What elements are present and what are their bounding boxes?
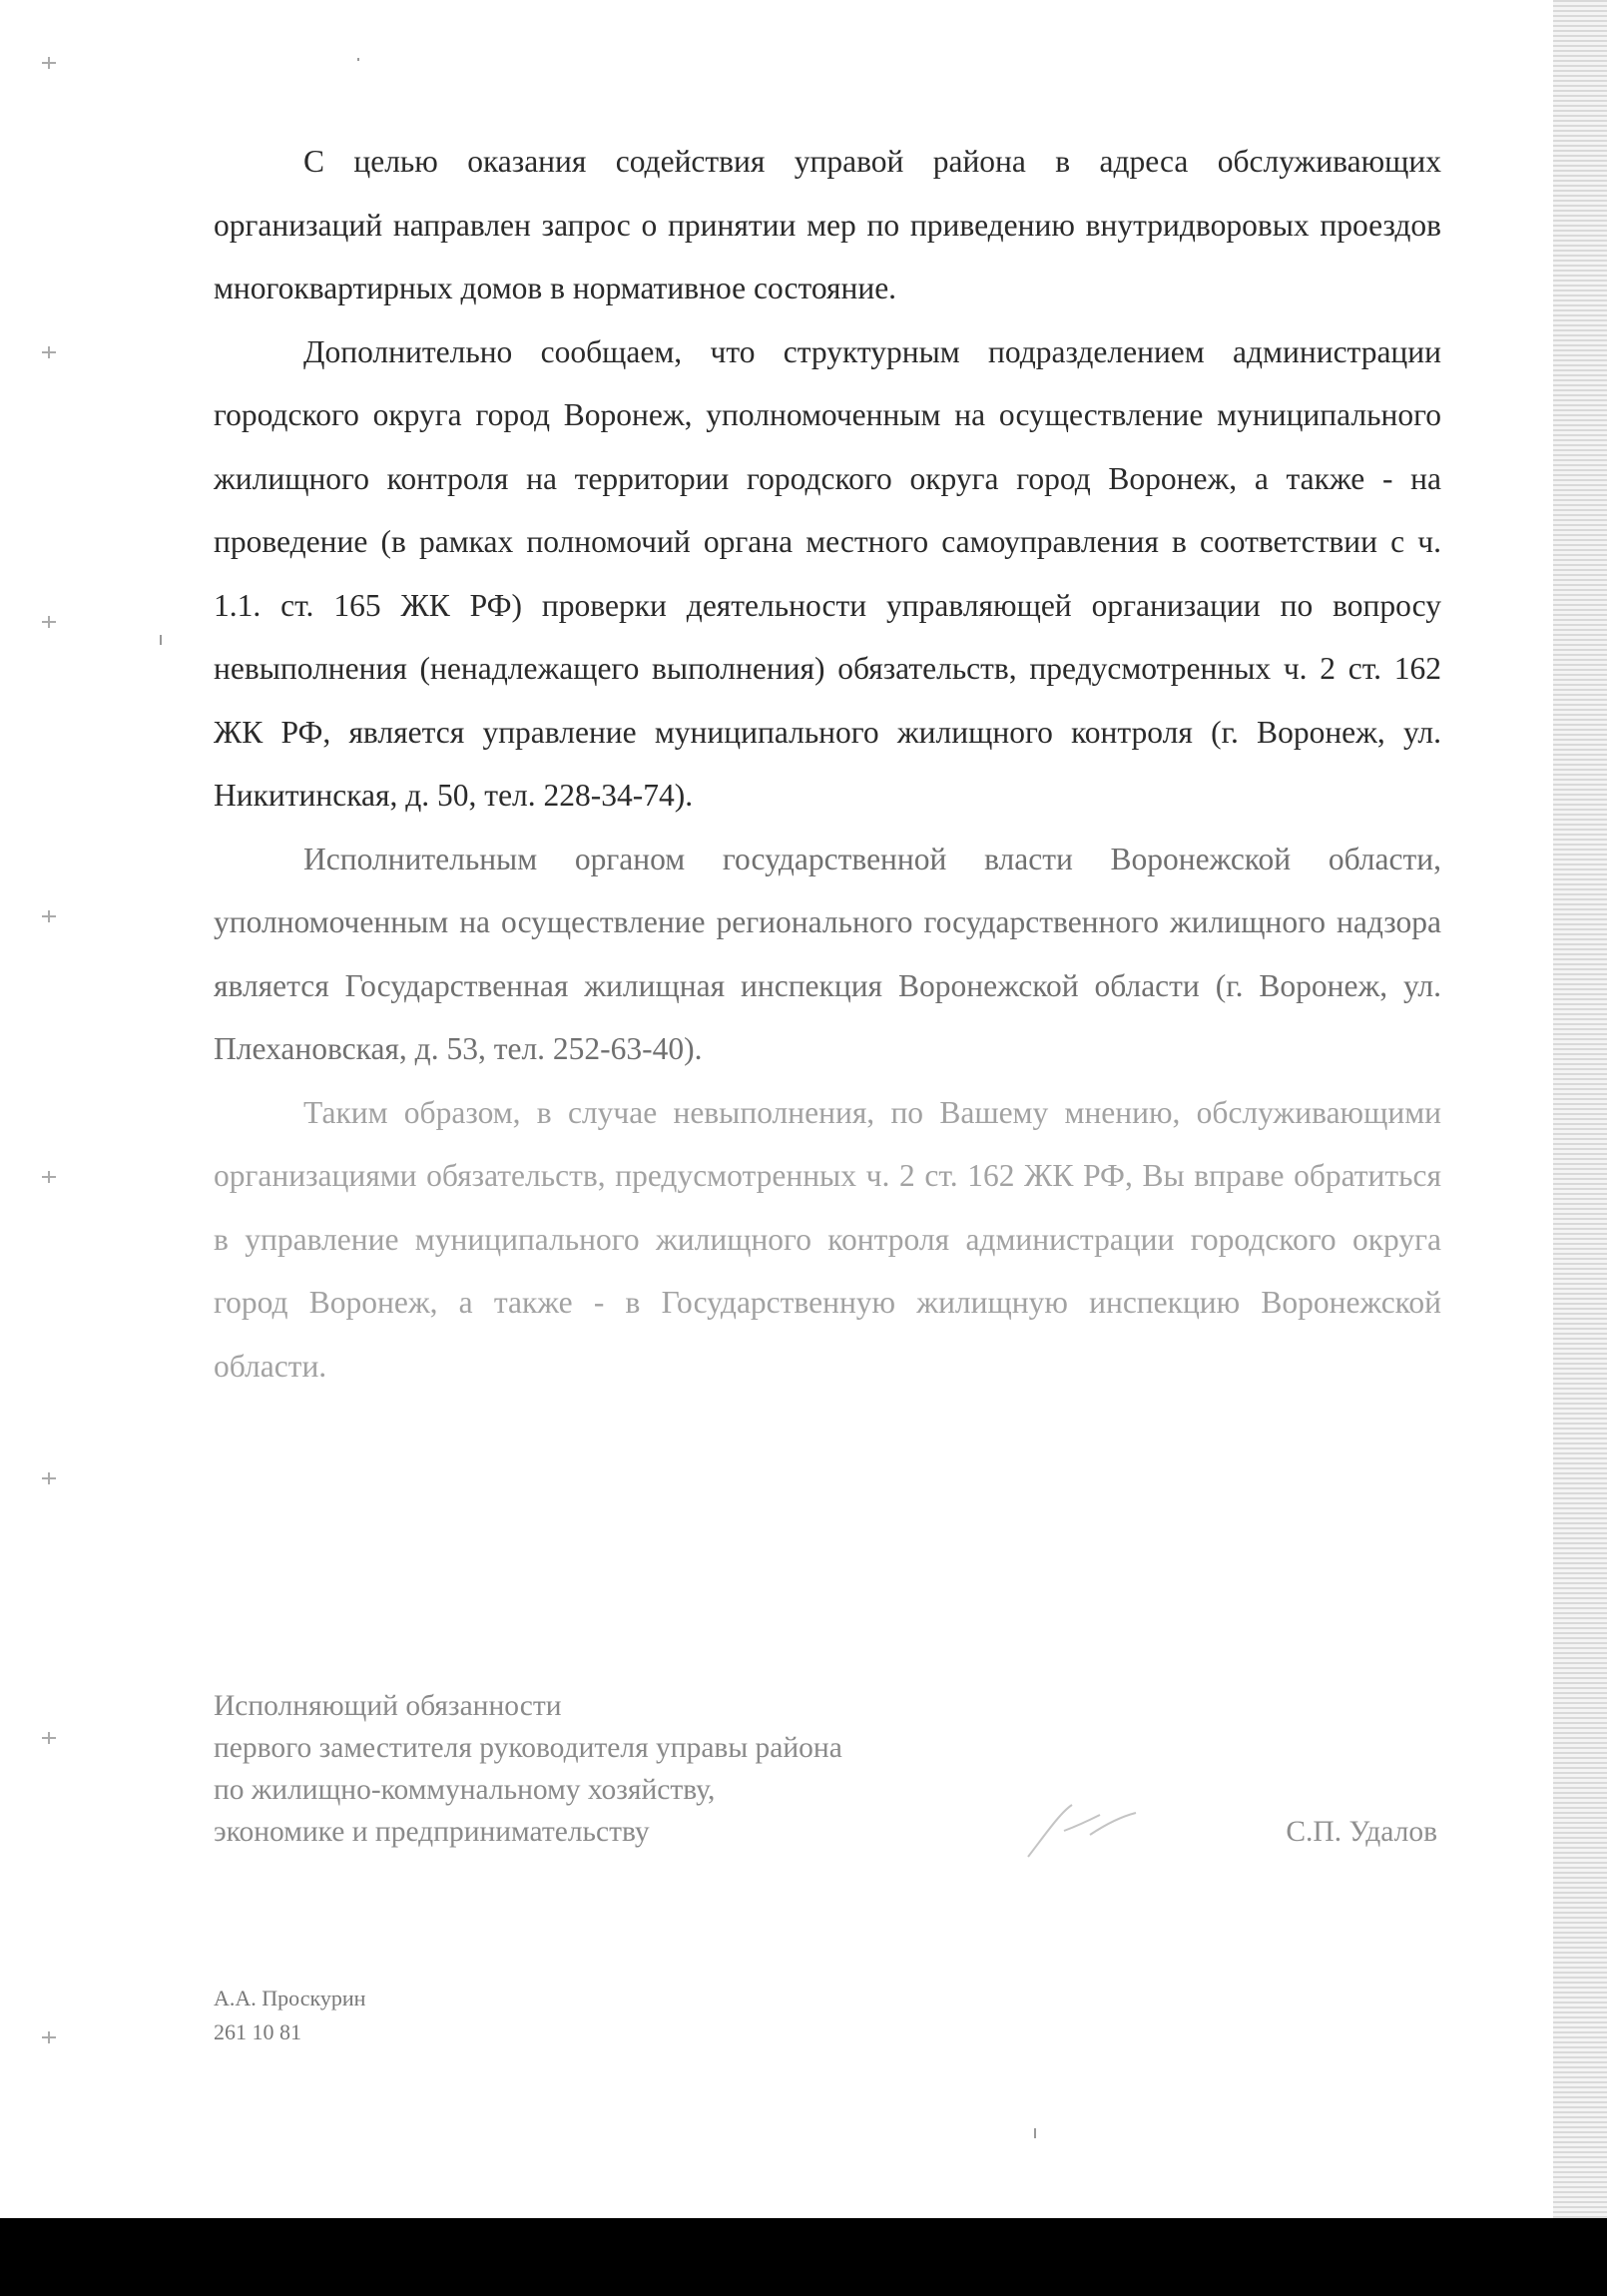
signer-name: С.П. Удалов xyxy=(1286,1816,1437,1848)
signer-title xyxy=(214,1685,1441,1853)
letter-body xyxy=(214,130,1441,1398)
contact-block xyxy=(214,1982,365,2049)
punch-mark xyxy=(42,1477,56,1479)
scan-bottom-edge xyxy=(0,2218,1607,2296)
signature-block xyxy=(214,1685,1441,1853)
punch-mark xyxy=(42,2036,56,2038)
punch-mark xyxy=(42,1176,56,1178)
scan-speck xyxy=(357,58,359,61)
punch-mark xyxy=(42,1737,56,1739)
signer-title-line: экономике и предпринимательству xyxy=(214,1816,650,1848)
paragraph: Исполнительным органом государственной власти Воронежской области, уполномоченным на осуществление регионального государственного жилищного надзора является Государственная жилищная инспекция Воронежской области (г. Воронеж, ул. Плехановская, д. 53, тел. 252-63-40). xyxy=(214,841,1441,1066)
scan-speck xyxy=(1034,2128,1036,2138)
scan-speck xyxy=(160,635,162,645)
paragraph: Таким образом, в случае невыполнения, по Вашему мнению, обслуживающими организациями обязательств, предусмотренных ч. 2 ст. 162 ЖК РФ, Вы вправе обратиться в управление муниципального жилищного контроля администрации городского округа город Воронеж, а также - в Государственную жилищную инспекцию Воронежской области. xyxy=(214,1094,1441,1384)
punch-mark xyxy=(42,351,56,353)
punch-mark xyxy=(42,62,56,64)
punch-mark xyxy=(42,915,56,917)
paragraph: С целью оказания содействия управой района в адреса обслуживающих организаций направлен запрос о принятии мер по приведению внутридворовых проездов многоквартирных домов в нормативное состояние. xyxy=(214,144,1441,305)
signer-title-line: первого заместителя руководителя управы района xyxy=(214,1732,842,1764)
signer-title-line: по жилищно-коммунальному хозяйству, xyxy=(214,1774,716,1806)
paragraph: Дополнительно сообщаем, что структурным подразделением администрации городского округа город Воронеж, уполномоченным на осуществление муниципального жилищного контроля на территории городского округа город Воронеж, а также - на проведение (в рамках полномочий органа местного самоуправления в соответствии с ч. 1.1. ст. 165 ЖК РФ) проверки деятельности управляющей организации по вопросу невыполнения (ненадлежащего выполнения) обязательств, предусмотренных ч. 2 ст. 162 ЖК РФ, является управление муниципального жилищного контроля (г. Воронеж, ул. Никитинская, д. 50, тел. 228-34-74). xyxy=(214,333,1441,813)
contact-phone: 261 10 81 xyxy=(214,2019,301,2044)
contact-name: А.А. Проскурин xyxy=(214,1986,366,2010)
handwritten-signature xyxy=(1020,1795,1140,1865)
scan-edge-strip xyxy=(1553,0,1607,2218)
punch-mark xyxy=(42,621,56,623)
signer-title-line: Исполняющий обязанности xyxy=(214,1690,562,1722)
